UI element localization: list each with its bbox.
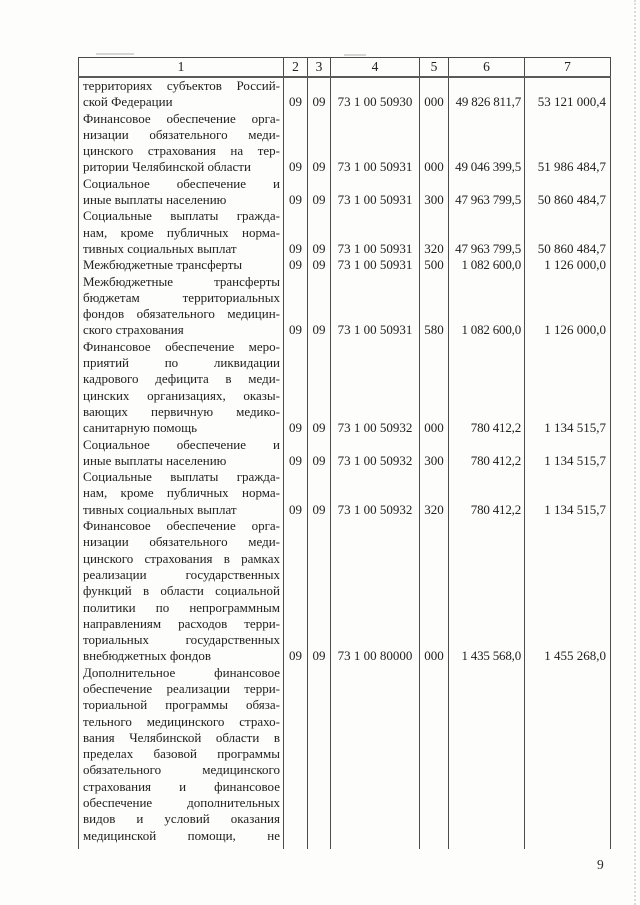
row-name-line: тельного медицинского страхо- [83,713,280,729]
row-col5-cell: 300 [420,176,449,209]
row-col2-cell: 09 [284,469,308,518]
row-name-line: ториальных государственных [83,632,280,648]
row-col5-cell: 320 [420,208,449,257]
row-col3-cell: 09 [308,274,331,339]
row-name-line: внебюджетных фондов [83,648,211,664]
row-name-line: медицинской помощи, не [83,827,280,843]
table-header [79,58,611,78]
row-name-cell [79,208,284,257]
page-number: 9 [597,857,604,872]
row-name-line: страхования и финансовое [83,778,280,794]
row-col4-cell: 73 1 00 50931 [331,176,420,209]
row-name-line: низации обязательного меди- [83,126,280,142]
row-name-line: обеспечение дополнительных [83,795,280,811]
row-col7-cell: 53 121 000,4 [525,77,611,111]
row-name-line: Социальное обеспечение и [83,436,280,452]
row-name-line: Социальные выплаты гражда- [83,208,280,224]
row-name-line: цинских организациях, оказы- [83,387,280,403]
row-name-line: обязательного медицинского [83,762,280,778]
row-col7-cell: 1 455 268,0 [525,518,611,665]
row-name-cell [79,518,284,665]
row-col4-cell: 73 1 00 50932 [331,469,420,518]
row-col7-cell: 1 134 515,7 [525,469,611,518]
row-col4-cell: 73 1 00 50931 [331,111,420,176]
row-name-line: приятий по ликвидации [83,355,280,371]
row-col4-cell: 73 1 00 50931 [331,208,420,257]
row-name-line: вания Челябинской области в [83,729,280,745]
table-row [79,665,611,849]
row-name-line: цинского страхования на тер- [83,143,280,159]
row-name-cell [79,665,284,849]
row-col7-cell: 1 134 515,7 [525,437,611,470]
row-col3-cell: 09 [308,437,331,470]
row-name-line: Социальные выплаты гражда- [83,469,280,485]
row-col5-cell: 000 [420,339,449,437]
row-col7-cell [525,665,611,849]
row-col5-cell: 000 [420,518,449,665]
row-col4-cell: 73 1 00 80000 [331,518,420,665]
row-col5-cell: 000 [420,111,449,176]
row-name-line: Финансовое обеспечение орга- [83,110,280,126]
row-col5-cell: 300 [420,437,449,470]
row-name-cell [79,77,284,111]
row-col6-cell: 780 412,2 [449,469,525,518]
column-header-4: 4 [331,58,420,78]
row-col2-cell: 09 [284,274,308,339]
row-name-line: нам, кроме публичных норма- [83,224,280,240]
row-name-line: санитарную помощь [83,420,198,436]
row-name-cell [79,176,284,209]
row-col2-cell: 09 [284,257,308,273]
table-row [79,339,611,437]
row-col6-cell: 1 435 568,0 [449,518,525,665]
row-col5-cell: 580 [420,274,449,339]
row-name-line: ритории Челябинской области [83,159,251,175]
row-col4-cell [331,665,420,849]
row-col2-cell: 09 [284,176,308,209]
row-col3-cell: 09 [308,176,331,209]
row-name-line: вающих первичную медико- [83,403,280,419]
row-col3-cell: 09 [308,518,331,665]
row-name-line: реализации государственных [83,566,280,582]
row-col3-cell: 09 [308,257,331,273]
row-name-line: Дополнительное финансовое [83,664,280,680]
table-row [79,176,611,209]
table-header-row [79,58,611,78]
row-col6-cell: 1 082 600,0 [449,257,525,273]
row-name-line: ского страхования [83,322,184,338]
scan-speck [96,53,134,55]
row-col2-cell: 09 [284,437,308,470]
table-row [79,77,611,111]
row-name-line: тивных социальных выплат [83,240,237,256]
row-name-line: цинского страхования в рамках [83,550,280,566]
row-col7-cell: 1 126 000,0 [525,274,611,339]
row-name-line: иные выплаты населению [83,452,227,468]
column-header-1: 1 [79,58,284,78]
row-name-line: ской Федерации [83,94,173,110]
row-col6-cell: 49 826 811,7 [449,77,525,111]
row-name-line: обеспечение реализации терри- [83,680,280,696]
scan-edge-artifact [634,0,636,905]
table-row [79,111,611,176]
row-name-line: Финансовое обеспечение орга- [83,518,280,534]
row-col7-cell: 50 860 484,7 [525,208,611,257]
row-name-line: функций в области социальной [83,583,280,599]
row-name-line: Межбюджетные трансферты [83,257,243,273]
column-header-6: 6 [449,58,525,78]
table-row [79,208,611,257]
row-col3-cell: 09 [308,77,331,111]
row-col3-cell: 09 [308,111,331,176]
row-col5-cell [420,665,449,849]
row-col4-cell: 73 1 00 50932 [331,437,420,470]
row-col3-cell: 09 [308,339,331,437]
row-name-line: тивных социальных выплат [83,501,237,517]
row-name-cell [79,274,284,339]
row-name-line: низации обязательного меди- [83,534,280,550]
row-col2-cell: 09 [284,111,308,176]
row-col7-cell: 1 126 000,0 [525,257,611,273]
table-row [79,257,611,273]
row-col3-cell [308,665,331,849]
row-name-cell [79,339,284,437]
row-name-line: фондов обязательного медицин- [83,306,280,322]
column-header-2: 2 [284,58,308,78]
row-name-cell [79,469,284,518]
row-name-line: Социальное обеспечение и [83,175,280,191]
row-name-line: территориях субъектов Россий- [83,78,280,93]
row-col3-cell: 09 [308,469,331,518]
row-col5-cell: 500 [420,257,449,273]
row-name-line: Финансовое обеспечение меро- [83,338,280,354]
row-name-cell [79,111,284,176]
row-col2-cell: 09 [284,339,308,437]
row-name-line: нам, кроме публичных норма- [83,485,280,501]
row-col3-cell: 09 [308,208,331,257]
row-col6-cell: 1 082 600,0 [449,274,525,339]
table-row [79,437,611,470]
row-col7-cell: 1 134 515,7 [525,339,611,437]
row-name-cell [79,437,284,470]
column-header-3: 3 [308,58,331,78]
table-row [79,274,611,339]
row-name-line: ториальной программы обяза- [83,697,280,713]
row-name-line: кадрового дефицита в меди- [83,371,280,387]
row-name-line: бюджетам территориальных [83,289,280,305]
row-col2-cell: 09 [284,77,308,111]
row-col2-cell: 09 [284,518,308,665]
row-col6-cell: 780 412,2 [449,437,525,470]
row-col6-cell: 47 963 799,5 [449,176,525,209]
table-row [79,518,611,665]
row-col6-cell [449,665,525,849]
row-name-line: Межбюджетные трансферты [83,273,280,289]
row-col7-cell: 50 860 484,7 [525,176,611,209]
column-header-5: 5 [420,58,449,78]
row-name-line: политики по непрограммным [83,599,280,615]
row-col7-cell: 51 986 484,7 [525,111,611,176]
row-col5-cell: 320 [420,469,449,518]
row-name-line: пределах базовой программы [83,746,280,762]
row-col4-cell: 73 1 00 50932 [331,339,420,437]
row-col4-cell: 73 1 00 50930 [331,77,420,111]
row-col6-cell: 780 412,2 [449,339,525,437]
budget-table [78,57,611,849]
row-col6-cell: 47 963 799,5 [449,208,525,257]
row-name-line: иные выплаты населению [83,192,227,208]
row-name-cell [79,257,284,273]
row-name-line: направлениям расходов терри- [83,615,280,631]
scan-speck [344,54,366,56]
row-col4-cell: 73 1 00 50931 [331,274,420,339]
row-name-line: видов и условий оказания [83,811,280,827]
table-row [79,469,611,518]
row-col5-cell: 000 [420,77,449,111]
row-col2-cell [284,665,308,849]
column-header-7: 7 [525,58,611,78]
row-col2-cell: 09 [284,208,308,257]
row-col4-cell: 73 1 00 50931 [331,257,420,273]
table-body [79,77,611,849]
row-col6-cell: 49 046 399,5 [449,111,525,176]
